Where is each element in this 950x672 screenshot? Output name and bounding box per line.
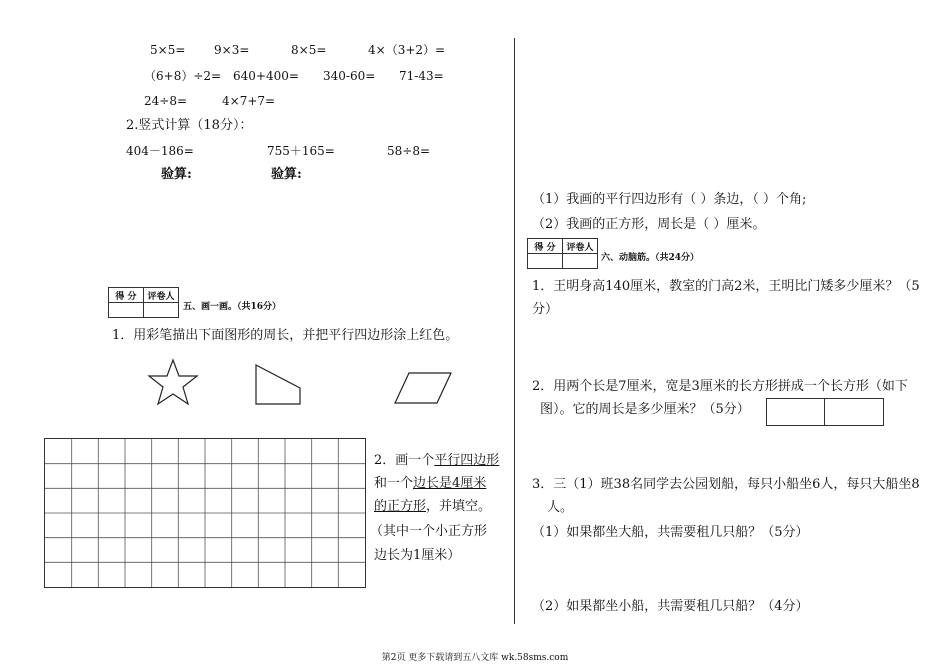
grader-header: 评卷人 [563,239,598,254]
mental-calc-10: 4×7+7= [222,94,276,108]
drawing-grid[interactable] [44,438,366,588]
section-5-q2-line5: 边长为1厘米） [374,548,461,563]
score-table-right [527,238,598,269]
score-cell[interactable] [109,303,144,318]
score-header: 得 分 [109,288,144,303]
section-6-q3-line2: 人。 [547,500,574,515]
vertical-calc-1: 404－186= [126,144,194,158]
section-6-q3-line1: 3．三（1）班38名同学去公园划船，每只小船坐6人，每只大船坐8 [532,477,920,492]
score-cell[interactable] [528,254,563,269]
page-footer: 第2页 更多下载请到五八文库 wk.58sms.com [381,653,569,663]
grader-cell[interactable] [144,303,179,318]
section-6-title: 六、动脑筋。（共24分） [601,253,700,263]
section-5-title: 五、画一画。（共16分） [183,302,282,312]
section-6-q2-line2: 图）。它的周长是多少厘米？（5分） [540,402,750,417]
parallelogram-shape [392,370,454,406]
column-divider [514,38,515,624]
q2-underlined: 边长是4厘米 [413,476,487,491]
section-5-q2-line4: （其中一个小正方形 [370,524,488,539]
check-label-1: 验算: [161,167,192,182]
section-6-q3-sub2: （2）如果都坐小船，共需要租几只船？（4分） [532,599,809,614]
vertical-calc-3: 58÷8= [387,144,431,158]
trapezoid-shape [252,362,304,406]
grid-lines [45,439,365,587]
section-5-q2-line1 [374,450,499,472]
check-label-2: 验算: [271,167,302,182]
fill-blank-1: （1）我画的平行四边形有（ ）条边，（ ）个角; [532,192,807,207]
mental-calc-7: 340-60= [323,69,376,83]
mental-calc-3: 8×5= [291,43,327,57]
section-6-q2-line1: 2．用两个长是7厘米，宽是3厘米的长方形拼成一个长方形（如下 [532,379,908,394]
mental-calc-5: （6+8）÷2= [144,69,222,83]
rectangle-divider [824,399,825,425]
section-5-q1: 1．用彩笔描出下面图形的周长，并把平行四边形涂上红色。 [112,328,459,343]
section-5-q2-line2 [374,473,486,495]
q2-underlined: 平行四边形 [434,453,500,468]
q2-underlined: 的正方形 [374,499,427,514]
mental-calc-2: 9×3= [214,43,250,57]
mental-calc-6: 640+400= [233,69,299,83]
score-table-left [108,287,179,318]
q2-text: 和一个 [374,476,414,491]
q2-text: 2．画一个 [374,453,435,468]
mental-calc-1: 5×5= [150,43,186,57]
vertical-calc-title: 2.竖式计算（18分）： [126,118,253,133]
score-header: 得 分 [528,239,563,254]
mental-calc-9: 24÷8= [144,94,188,108]
q2-text: ，并填空。 [426,499,492,514]
section-5-q2-line3 [374,496,491,518]
combined-rectangle-figure [766,398,884,426]
star-shape [145,358,201,406]
fill-blank-2: （2）我画的正方形，周长是（ ）厘米。 [532,217,766,232]
section-6-q3-sub1: （1）如果都坐大船，共需要租几只船？（5分） [532,525,809,540]
mental-calc-8: 71-43= [399,69,444,83]
section-6-q1-line1: 1．王明身高140厘米，教室的门高2米，王明比门矮多少厘米？（5 [532,279,920,294]
grader-cell[interactable] [563,254,598,269]
mental-calc-4: 4×（3+2）= [368,43,446,57]
section-6-q1-line2: 分） [532,302,559,317]
vertical-calc-2: 755＋165= [267,144,335,158]
grader-header: 评卷人 [144,288,179,303]
